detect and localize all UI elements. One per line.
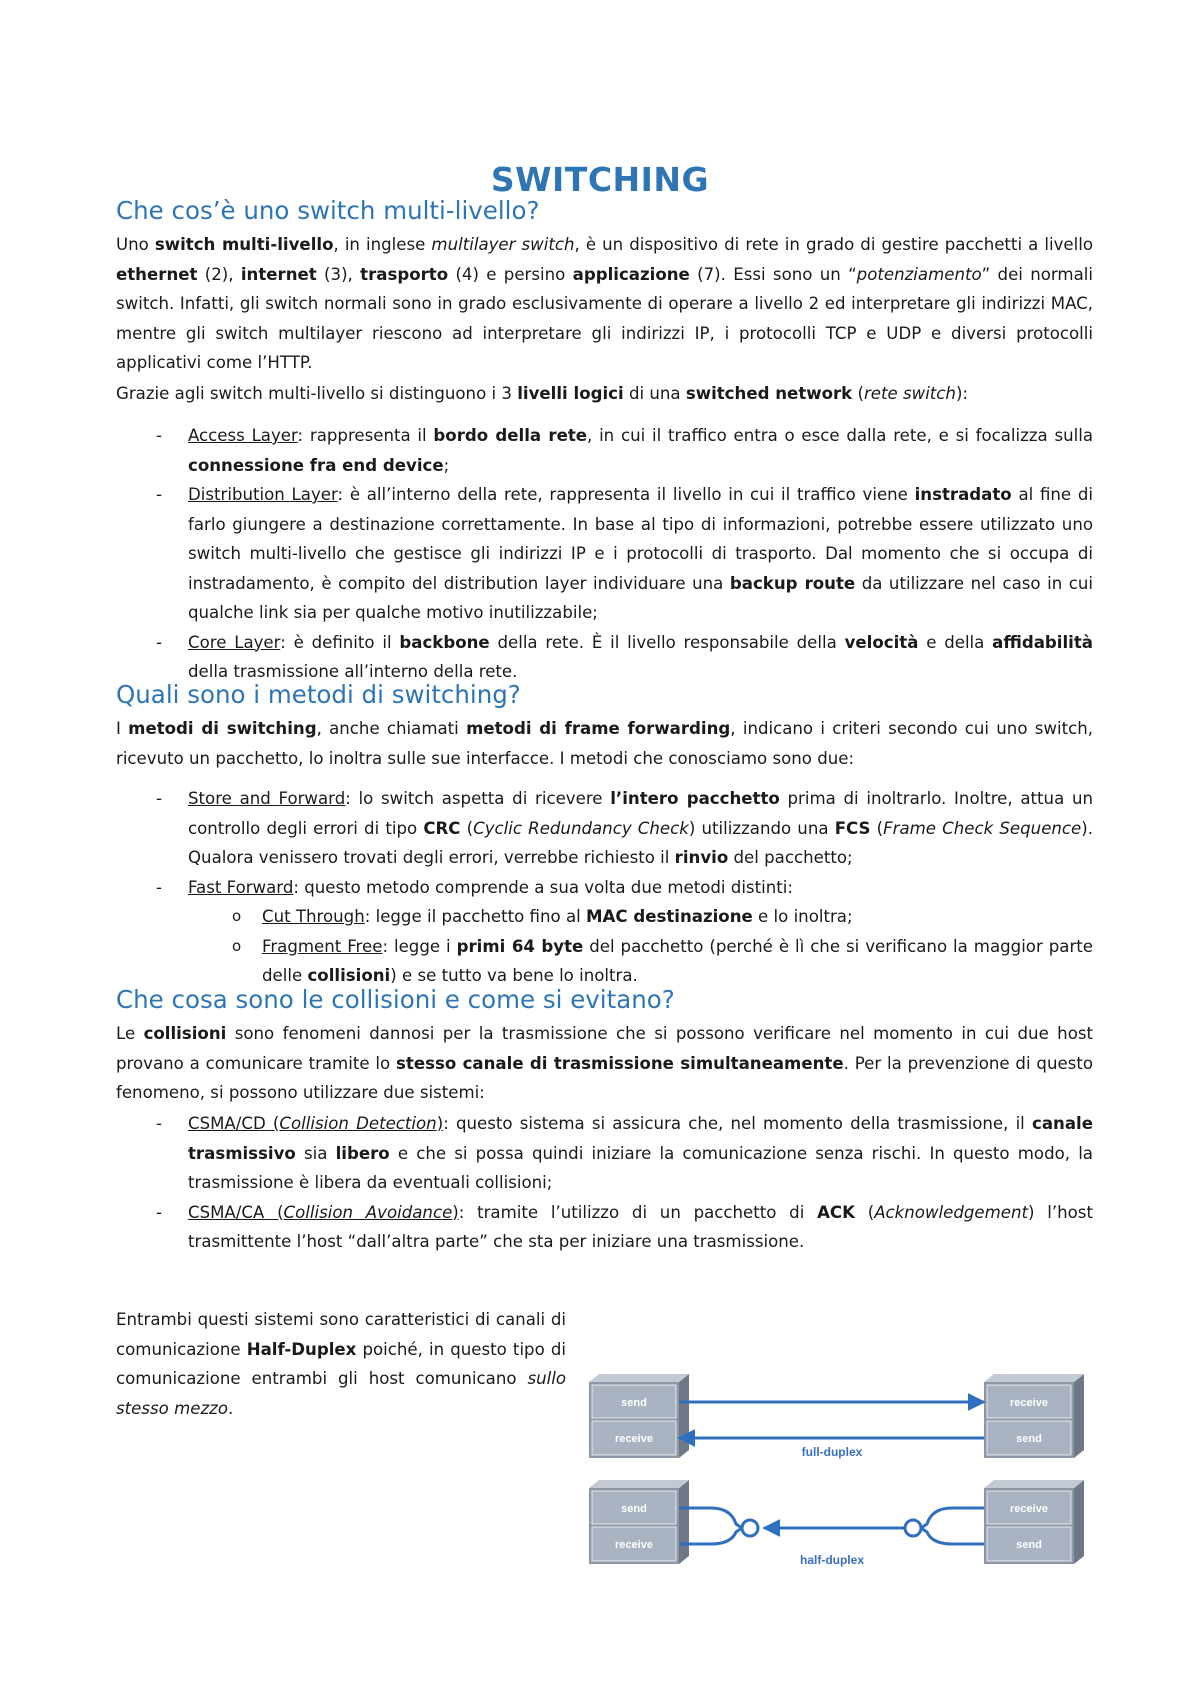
caption-full-duplex: full-duplex (801, 1445, 863, 1459)
heading-switching-methods: Quali sono i metodi di switching? (116, 680, 521, 709)
paragraph-switching-methods: I metodi di switching, anche chiamati metodi di frame forwarding, indicano i criteri secondo cui uno switch, ricevuto un pacchetto, lo inoltra sulle sue interfacce. I metodi che conosciamo sono due: (116, 719, 1093, 768)
list-logical-levels (116, 421, 1093, 687)
list-collision-systems (116, 1109, 1093, 1257)
half-duplex-shared-channel (679, 1508, 984, 1544)
label-receive-full-right: receive (1010, 1397, 1048, 1409)
list-item-cut-through: o Cut Through: legge il pacchetto fino al MAC destinazione e lo inoltra; (188, 902, 1093, 932)
list-item-fast-forward (116, 873, 1093, 991)
label-receive-full-left: receive (615, 1433, 653, 1445)
list-item-access-layer: - Access Layer: rappresenta il bordo della rete, in cui il traffico entra o esce dalla rete, e si focalizza sulla connessione fra end device; (116, 421, 1093, 480)
half-duplex-left-host (589, 1480, 689, 1564)
label-receive-half-left: receive (615, 1539, 653, 1551)
list-item-csma-ca: - CSMA/CA (Collision Avoidance): tramite l’utilizzo di un pacchetto di ACK (Acknowledgement) l’host trasmittente l’host “dall’altra parte” che sta per iniziare una trasmissione. (116, 1198, 1093, 1257)
paragraph-collisions: Le collisioni sono fenomeni dannosi per la trasmissione che si possono verificare nel momento in cui due host provano a comunicare tramite lo stesso canale di trasmissione simultaneamente. Per la prevenzione di questo fenomeno, si possono utilizzare due sistemi: (116, 1024, 1093, 1102)
list-item-core-layer: - Core Layer: è definito il backbone della rete. È il livello responsabile della velocità e della affidabilità della trasmissione all’interno della rete. (116, 628, 1093, 687)
list-item-distribution-layer: - Distribution Layer: è all’interno della rete, rappresenta il livello in cui il traffico viene instradato al fine di farlo giungere a destinazione correttamente. In base al tipo di informazioni, potrebbe essere utilizzato uno switch multi-livello che gestisce gli indirizzi IP e i protocolli di trasporto. Dal momento che si occupa di instradamento, è compito del distribution layer individuare una backup route da utilizzare nel caso in cui qualche link sia per qualche motivo inutilizzabile; (116, 480, 1093, 628)
label-send-full-right: send (1016, 1433, 1042, 1445)
half-duplex-right-host (984, 1480, 1084, 1564)
list-switching-methods (116, 784, 1093, 991)
label-send-half-left: send (621, 1503, 647, 1515)
full-duplex-right-host (984, 1374, 1084, 1458)
full-duplex-left-host (589, 1374, 689, 1458)
heading-collisions: Che cosa sono le collisioni e come si evitano? (116, 985, 675, 1014)
fast-forward-text: Fast Forward: questo metodo comprende a sua volta due metodi distinti: (188, 877, 793, 897)
duplex-diagram (586, 1372, 1094, 1582)
caption-half-duplex: half-duplex (799, 1553, 865, 1567)
list-fast-forward-methods (188, 902, 1093, 991)
paragraph-logical-levels: Grazie agli switch multi-livello si distinguono i 3 livelli logici di una switched network (rete switch): (116, 384, 969, 403)
list-item-store-and-forward: - Store and Forward: lo switch aspetta di ricevere l’intero pacchetto prima di inoltrarlo. Inoltre, attua un controllo degli errori di tipo CRC (Cyclic Redundancy Check) utilizzando una FCS (Frame Check Sequence). Qualora venissero trovati degli errori, verrebbe richiesto il rinvio del pacchetto; (116, 784, 1093, 873)
label-receive-half-right: receive (1010, 1503, 1048, 1515)
label-send-half-right: send (1016, 1539, 1042, 1551)
list-item-fragment-free: o Fragment Free: legge i primi 64 byte del pacchetto (perché è lì che si verificano la maggior parte delle collisioni) e se tutto va bene lo inoltra. (188, 932, 1093, 991)
heading-multilayer-switch: Che cos’è uno switch multi-livello? (116, 196, 540, 225)
paragraph-multilayer-intro: Uno switch multi-livello, in inglese multilayer switch, è un dispositivo di rete in grado di gestire pacchetti a livello ethernet (2), internet (3), trasporto (4) e persino applicazione (7). Essi sono un “potenziamento” dei normali switch. Infatti, gli switch normali sono in grado esclusivamente di operare a livello 2 ed interpretare gli indirizzi MAC, mentre gli switch multilayer riescono ad interpretare gli indirizzi IP, i protocolli TCP e UDP e diversi protocolli applicativi come l’HTTP. (116, 235, 1093, 372)
paragraph-half-duplex: Entrambi questi sistemi sono caratteristici di canali di comunicazione Half-Duplex poiché, in questo tipo di comunicazione entrambi gli host comunicano sullo stesso mezzo. (116, 1310, 566, 1418)
list-item-csma-cd: - CSMA/CD (Collision Detection): questo sistema si assicura che, nel momento della trasmissione, il canale trasmissivo sia libero e che si possa quindi iniziare la comunicazione senza rischi. In questo modo, la trasmissione è libera da eventuali collisioni; (116, 1109, 1093, 1198)
page-title: SWITCHING (490, 160, 710, 199)
label-send-full-left: send (621, 1397, 647, 1409)
